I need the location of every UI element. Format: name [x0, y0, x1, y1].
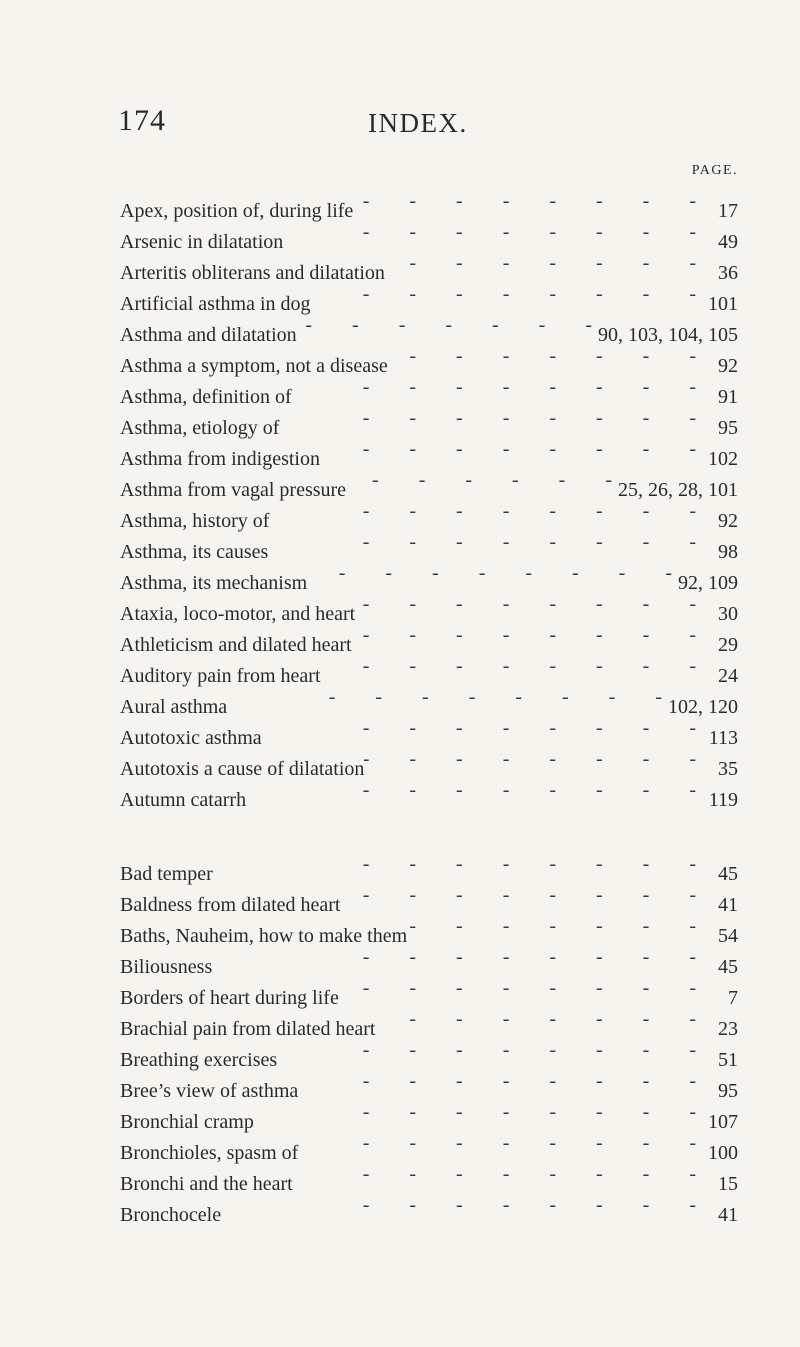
leader-dots: [352, 620, 702, 651]
leader-dots: [346, 465, 618, 496]
entry-pages: 92: [718, 510, 738, 532]
entry-pages: 92, 109: [678, 572, 738, 594]
entry-pages: 92: [718, 355, 738, 377]
leader-dots: [341, 880, 703, 911]
entry-pages: 41: [718, 1204, 738, 1226]
entry-pages: 91: [718, 386, 738, 408]
entry-pages: 45: [718, 956, 738, 978]
leader-dots: [227, 682, 668, 713]
leader-dots: [298, 1128, 702, 1159]
index-entry: [120, 849, 738, 885]
leader-dots: [277, 1035, 702, 1066]
index-entry: [120, 973, 738, 1009]
entry-pages: 29: [718, 634, 738, 656]
leader-dots: [339, 973, 702, 1004]
entry-pages: 45: [718, 863, 738, 885]
leader-dots: [246, 775, 702, 806]
entry-term: Artificial asthma in dog: [120, 293, 311, 315]
leader-dots: [254, 1097, 702, 1128]
leader-dots: [385, 248, 702, 279]
leader-dots: [388, 341, 702, 372]
entry-term: Autotoxis a cause of dilatation: [120, 758, 365, 780]
entry-term: Baldness from dilated heart: [120, 894, 341, 916]
entry-pages: 95: [718, 1080, 738, 1102]
entry-term: Asthma, etiology of: [120, 417, 280, 439]
entry-term: Autotoxic asthma: [120, 727, 262, 749]
leader-dots: [262, 713, 702, 744]
leader-dots: [221, 1190, 702, 1221]
leader-dots: [307, 558, 678, 589]
entry-pages: 101: [708, 293, 738, 315]
leader-dots: [297, 310, 598, 341]
entry-term: Bad temper: [120, 863, 213, 885]
entry-term: Baths, Nauheim, how to make them: [120, 925, 408, 947]
entry-pages: 23: [718, 1018, 738, 1040]
entry-term: Asthma from vagal pressure: [120, 479, 347, 501]
entry-pages: 102: [708, 448, 738, 470]
entry-pages: 100: [708, 1142, 738, 1164]
leader-dots: [269, 496, 702, 527]
entry-term: Arteritis obliterans and dilatation: [120, 262, 385, 284]
entry-term: Bree’s view of asthma: [120, 1080, 299, 1102]
entry-term: Brachial pain from dilated heart: [120, 1018, 376, 1040]
entry-term: Breathing exercises: [120, 1049, 278, 1071]
entry-pages: 49: [718, 231, 738, 253]
leader-dots: [355, 589, 702, 620]
entry-pages: 36: [718, 262, 738, 284]
entry-pages: 17: [718, 200, 738, 222]
entry-term: Bronchial cramp: [120, 1111, 254, 1133]
running-head: INDEX.: [368, 108, 468, 138]
entry-term: Bronchi and the heart: [120, 1173, 293, 1195]
entry-term: Aural asthma: [120, 696, 228, 718]
entry-term: Asthma a symptom, not a disease: [120, 355, 388, 377]
entry-term: Biliousness: [120, 956, 213, 978]
entry-pages: 107: [708, 1111, 738, 1133]
entry-term: Borders of heart during life: [120, 987, 339, 1009]
leader-dots: [283, 217, 702, 248]
entry-pages: 7: [728, 987, 738, 1009]
entry-term: Arsenic in dilatation: [120, 231, 284, 253]
index-entry: [120, 942, 738, 978]
entry-term: Asthma, its mechanism: [120, 572, 308, 594]
entry-pages: 90, 103, 104, 105: [598, 324, 738, 346]
entry-pages: 41: [718, 894, 738, 916]
entry-pages: 15: [718, 1173, 738, 1195]
entry-pages: 119: [708, 789, 738, 811]
entry-term: Asthma, its causes: [120, 541, 269, 563]
entry-term: Asthma, definition of: [120, 386, 292, 408]
entry-term: Autumn catarrh: [120, 789, 247, 811]
entry-term: Bronchioles, spasm of: [120, 1142, 299, 1164]
entry-pages: 98: [718, 541, 738, 563]
entry-pages: 25, 26, 28, 101: [618, 479, 738, 501]
entry-pages: 30: [718, 603, 738, 625]
leader-dots: [320, 434, 702, 465]
leader-dots: [298, 1066, 702, 1097]
entry-pages: 113: [708, 727, 738, 749]
entry-term: Asthma, history of: [120, 510, 270, 532]
entry-term: Bronchocele: [120, 1204, 222, 1226]
leader-dots: [311, 279, 702, 310]
entry-pages: 35: [718, 758, 738, 780]
entry-term: Asthma from indigestion: [120, 448, 320, 470]
index-entries: [120, 186, 738, 1226]
leader-dots: [268, 527, 702, 558]
entry-term: Ataxia, loco-motor, and heart: [120, 603, 356, 625]
leader-dots: [321, 651, 703, 682]
page-number: 174: [118, 104, 166, 137]
leader-dots: [407, 911, 702, 942]
leader-dots: [292, 372, 702, 403]
leader-dots: [353, 186, 702, 217]
leader-dots: [213, 849, 702, 880]
leader-dots: [364, 744, 702, 775]
entry-pages: 51: [718, 1049, 738, 1071]
leader-dots: [375, 1004, 702, 1035]
leader-dots: [212, 942, 702, 973]
entry-term: Auditory pain from heart: [120, 665, 321, 687]
entry-pages: 24: [718, 665, 738, 687]
entry-term: Apex, position of, during life: [120, 200, 354, 222]
leader-dots: [279, 403, 702, 434]
index-entry: [120, 186, 738, 222]
entry-pages: 102, 120: [668, 696, 738, 718]
page-column-heading: PAGE.: [691, 163, 738, 178]
entry-term: Asthma and dilatation: [120, 324, 297, 346]
entry-pages: 95: [718, 417, 738, 439]
leader-dots: [293, 1159, 702, 1190]
entry-term: Athleticism and dilated heart: [120, 634, 352, 656]
entry-pages: 54: [718, 925, 738, 947]
